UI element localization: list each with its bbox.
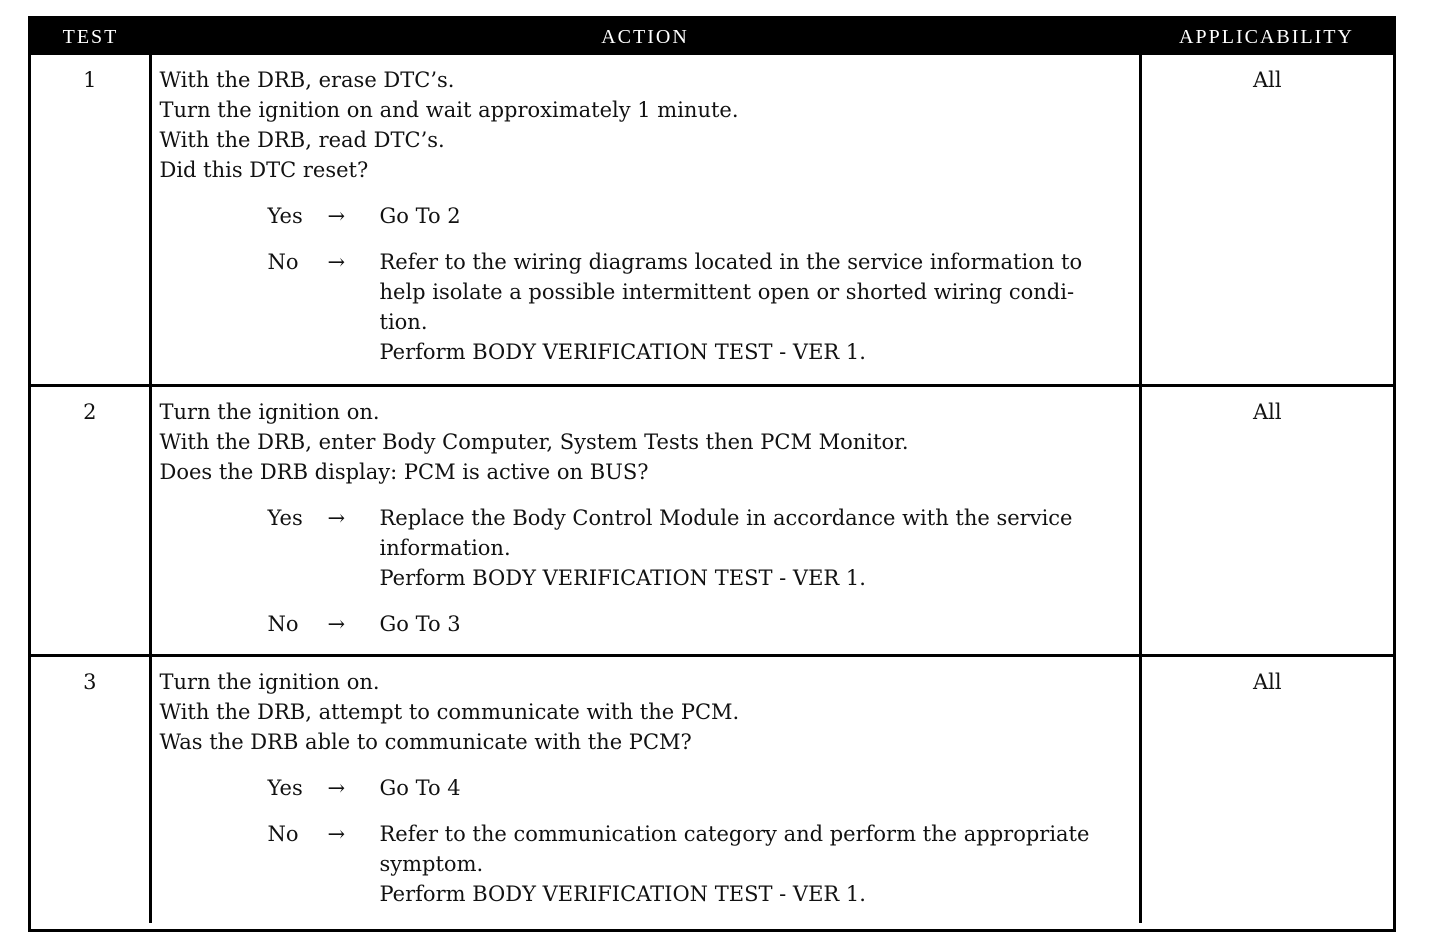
no-result — [380, 819, 1133, 909]
action-line: With the DRB, read DTC’s. — [159, 128, 445, 152]
header-test: TEST — [31, 19, 150, 55]
header-action: ACTION — [150, 19, 1140, 55]
arrow-right-icon: → — [327, 505, 346, 530]
test-number: 2 — [31, 385, 150, 655]
result-line: Replace the Body Control Module in accordance with the service — [379, 505, 1073, 530]
arrow-right-icon: → — [327, 611, 346, 636]
result-line: Refer to the wiring diagrams located in the service information to — [379, 250, 1083, 274]
result-line: Go To 4 — [379, 775, 461, 800]
result-line: Perform BODY VERIFICATION TEST - VER 1. — [379, 340, 866, 364]
action-line: Turn the ignition on. — [159, 669, 380, 694]
action-line: With the DRB, erase DTC’s. — [159, 68, 455, 92]
table-row — [31, 655, 1393, 923]
action-line: Turn the ignition on. — [159, 399, 380, 424]
result-line: Perform BODY VERIFICATION TEST - VER 1. — [379, 565, 866, 590]
result-line: Refer to the communication category and perform the appropriate — [379, 821, 1090, 846]
table-header-row — [31, 19, 1393, 55]
yes-label: Yes — [267, 505, 303, 530]
result-line: tion. — [379, 310, 428, 334]
arrow-right-icon: → — [327, 821, 346, 846]
result-line: Go To 3 — [379, 611, 461, 636]
test-number: 3 — [31, 655, 150, 923]
arrow-right-icon: → — [327, 775, 346, 800]
yes-outcome — [268, 201, 1133, 231]
yes-outcome — [268, 503, 1133, 593]
test-number: 1 — [31, 55, 150, 385]
action-line: Turn the ignition on and wait approximately 1 minute. — [159, 98, 739, 122]
applicability-value: All — [1140, 385, 1393, 655]
action-cell — [150, 385, 1140, 655]
no-label: No — [267, 611, 299, 636]
diagnostic-test-table — [31, 19, 1393, 923]
diagnostic-test-table-frame — [28, 16, 1396, 932]
action-line: Did this DTC reset? — [159, 158, 369, 182]
yes-outcome — [268, 773, 1133, 803]
no-result — [380, 609, 1133, 639]
no-label: No — [267, 250, 299, 274]
result-line: help isolate a possible intermittent open or shorted wiring condi- — [379, 280, 1075, 304]
yes-label: Yes — [267, 775, 303, 800]
arrow-right-icon: → — [327, 250, 346, 274]
action-cell — [150, 55, 1140, 385]
yes-result — [380, 201, 1133, 231]
yes-result — [380, 773, 1133, 803]
action-cell — [150, 655, 1140, 923]
result-line: Go To 2 — [379, 204, 461, 228]
action-line: Does the DRB display: PCM is active on BUS? — [159, 459, 649, 484]
table-row — [31, 55, 1393, 385]
arrow-right-icon: → — [327, 204, 346, 228]
result-line: symptom. — [379, 851, 484, 876]
yes-label: Yes — [267, 204, 303, 228]
no-outcome — [268, 247, 1133, 367]
result-line: Perform BODY VERIFICATION TEST - VER 1. — [379, 881, 866, 906]
result-line: information. — [379, 535, 511, 560]
no-outcome — [268, 819, 1133, 909]
no-result — [380, 247, 1133, 367]
no-label: No — [267, 821, 299, 846]
table-row — [31, 385, 1393, 655]
applicability-value: All — [1140, 655, 1393, 923]
action-line: Was the DRB able to communicate with the PCM? — [159, 729, 692, 754]
yes-result — [380, 503, 1133, 593]
header-applicability: APPLICABILITY — [1140, 19, 1393, 55]
applicability-value: All — [1140, 55, 1393, 385]
action-line: With the DRB, attempt to communicate with the PCM. — [159, 699, 740, 724]
action-line: With the DRB, enter Body Computer, System Tests then PCM Monitor. — [159, 429, 909, 454]
no-outcome — [268, 609, 1133, 639]
